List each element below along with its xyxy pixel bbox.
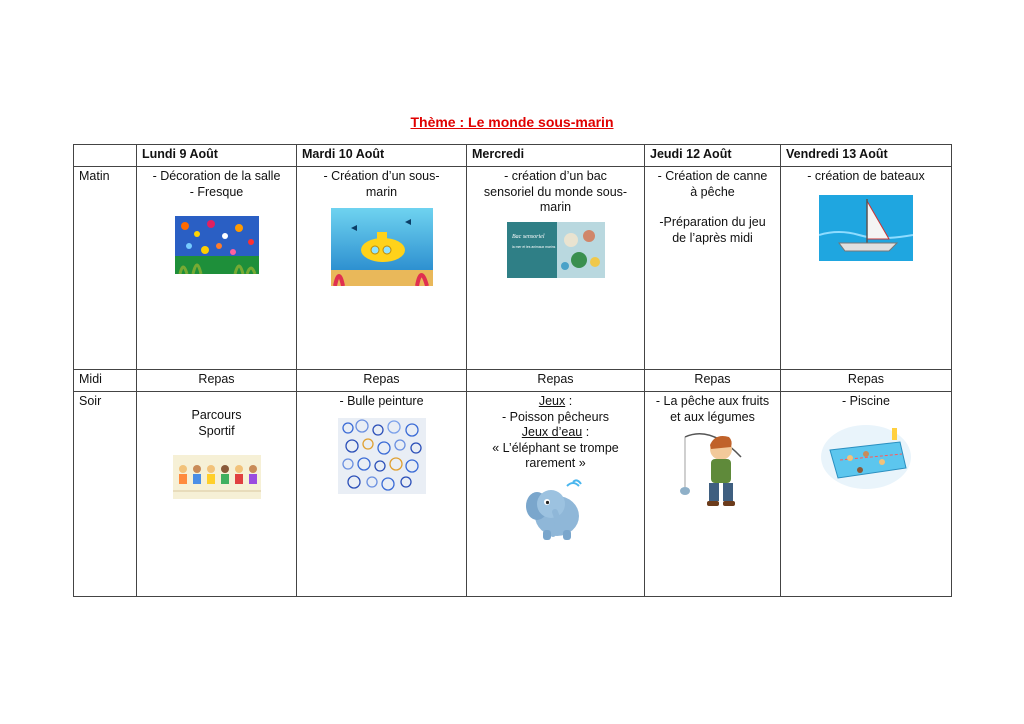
planning-table [73,144,952,597]
cell-line: - La pêche aux fruits [655,394,770,408]
cell-midi-lundi: Repas [137,370,297,392]
fresque-image [175,216,259,274]
cell-line: - Bulle peinture [339,394,424,408]
cell-line [472,425,639,441]
pecheur-image [671,427,755,511]
cell-line: « L’éléphant se trompe [492,440,619,455]
cell-line: et aux légumes [670,409,755,424]
table-header-row [74,145,952,167]
cell-line: - création de bateaux [807,169,925,183]
elephant-image [521,476,591,544]
table-row-matin [74,167,952,370]
cell-line: Parcours [191,408,242,422]
jeux-label: Jeux [538,394,566,408]
cell-line: marin [539,200,572,214]
header-cell-empty [74,145,137,167]
cell-line: - Création de canne [657,169,768,183]
cell-soir-mercredi [467,392,645,597]
bac-title: Bac sensoriel [511,233,544,240]
bac-sensoriel-image [507,222,605,278]
row-label-matin: Matin [74,167,137,370]
bateau-image [819,195,913,261]
cell-soir-mardi [297,392,467,597]
cell-soir-jeudi [645,392,781,597]
jeux-suffix: : [565,394,573,408]
bulle-peinture-image [338,418,426,494]
bac-subtitle: la mer et les animaux marins [511,244,555,249]
page-title: Thème : Le monde sous-marin [410,114,614,130]
cell-matin-vendredi [781,167,952,370]
cell-line: - création d’un bac [504,169,607,183]
table-row-soir [74,392,952,597]
cell-line: rarement » [525,456,586,470]
cell-matin-mardi [297,167,467,370]
cell-line: de l’après midi [672,230,753,245]
cell-line: - Création d’un sous- [323,169,440,183]
cell-midi-mardi: Repas [297,370,467,392]
header-cell-lundi: Lundi 9 Août [137,145,297,167]
cell-matin-jeudi [645,167,781,370]
cell-matin-lundi [137,167,297,370]
enfants-sport-image [173,455,261,499]
header-cell-mercredi: Mercredi [467,145,645,167]
cell-midi-vendredi: Repas [781,370,952,392]
cell-matin-mercredi [467,167,645,370]
jeux-eau-label: Jeux d’eau [521,425,583,439]
header-cell-vendredi: Vendredi 13 Août [781,145,952,167]
header-cell-mardi: Mardi 10 Août [297,145,467,167]
row-label-midi: Midi [74,370,137,392]
cell-line: à pêche [690,184,735,199]
header-cell-jeudi: Jeudi 12 Août [645,145,781,167]
cell-line: sensoriel du monde sous- [483,184,628,199]
row-label-soir: Soir [74,392,137,597]
cell-line: - Poisson pêcheurs [501,409,609,424]
cell-line: -Préparation du jeu [659,215,766,229]
cell-midi-jeudi: Repas [645,370,781,392]
piscine-image [820,424,912,490]
sous-marin-image [331,208,433,286]
cell-line: - Décoration de la salle [152,169,281,183]
cell-line: marin [365,184,398,199]
cell-midi-mercredi: Repas [467,370,645,392]
jeux-eau-suffix: : [582,425,590,439]
cell-line: - Fresque [189,184,244,199]
cell-soir-vendredi [781,392,952,597]
table-row-midi [74,370,952,392]
cell-line: Sportif [198,423,235,438]
cell-line: - Piscine [842,394,890,408]
cell-soir-lundi [137,392,297,597]
cell-line [472,394,639,410]
